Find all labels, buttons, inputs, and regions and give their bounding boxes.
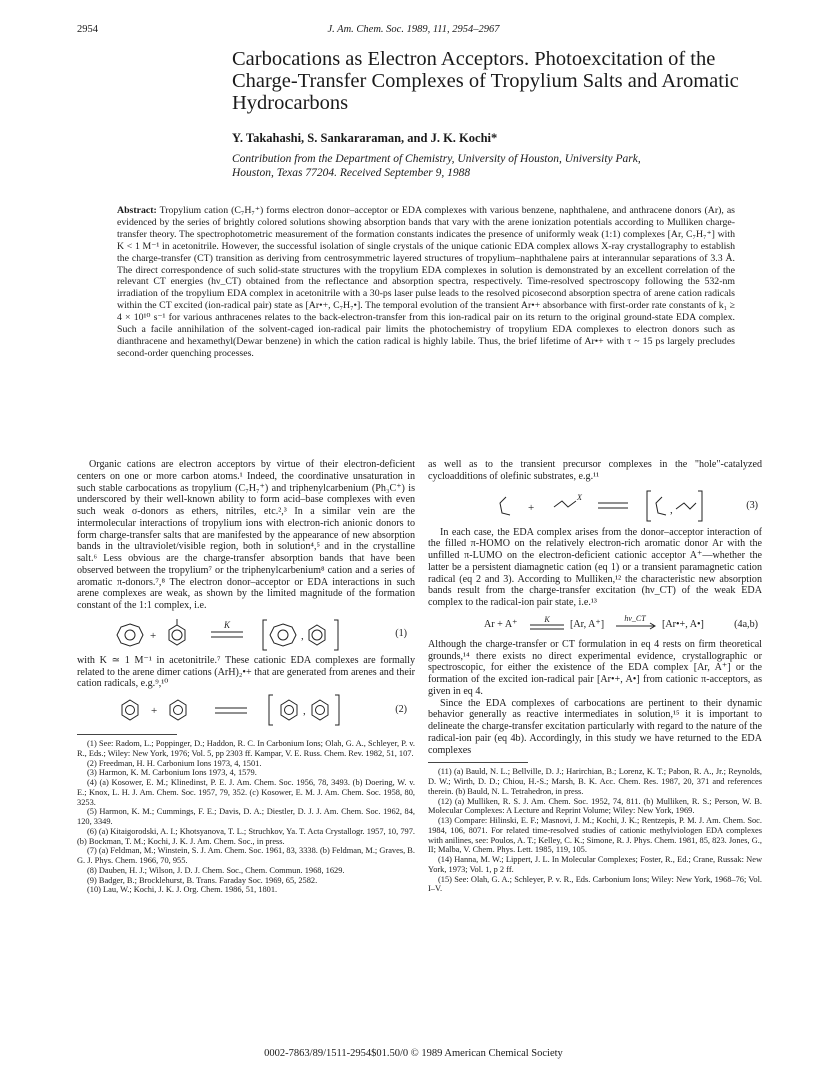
right-column — [428, 459, 762, 894]
eq2-plus: + — [151, 705, 158, 717]
eq4-k-label: K — [544, 614, 550, 624]
left-paragraph-1: Organic cations are electron acceptors by virtue of their electron-deficient centers on one or more carbon atoms.¹ Indeed, the coordinative unsaturation in such stable carbocations as tropylium (C₇H₇⁺) and triphenylcarbenium (Ph₃C⁺) is underscored by their well-known ability to form acid–base complexes with even such weak σ-donors as ethers, nitriles, etc.²,³ In a similar vein are the intermolecular interactions of tropylium ions with electron-rich anionic donors to form charge-transfer salts that are manifested by the appearance of new absorption bands in the ultraviolet/visible region, both in solution⁴,⁵ and in the crystalline salt.⁶ Less obvious are the charge-transfer absorption bands that have been observed between the tropylium⁷ or the triphenylcarbenium⁸ cation and a series of aromatic π-donors.⁷,⁸ The electron donor–acceptor or EDA interactions in such arene complexes are weak, as shown by the limited magnitude of the formation constant of the 1:1 complex, i.e. — [77, 459, 415, 611]
eq4-reactants: Ar + A⁺ — [484, 618, 518, 630]
equation-4-number: (4a,b) — [734, 618, 758, 630]
footnote-divider — [428, 762, 528, 763]
footnote: (1) See: Radom, L.; Poppinger, D.; Haddon, R. C. In Carbonium Ions; Olah, G. A., Schleyer, P. v. R., Eds.; Wiley: New York, 1976; Vol. 5, pp 2303 ff. Kampar, V. E. Russ. Chem. Rev. 1982, 51, 107. — [77, 739, 415, 758]
affiliation — [232, 152, 752, 180]
equation-3-structures — [428, 483, 762, 527]
eq1-bracket-right — [334, 620, 338, 650]
eq4-ion-pair: [Ar•+, A•] — [662, 618, 704, 630]
eq4-equilibrium-arrow — [528, 613, 568, 633]
footnote: (10) Lau, W.; Kochi, J. K. J. Org. Chem. 1986, 51, 1801. — [87, 885, 278, 895]
eq1-plus: + — [150, 629, 157, 642]
tropylium-ring — [117, 624, 143, 646]
copyright-footer: 0002-7863/89/1511-2954$01.50/0 © 1989 American Chemical Society — [264, 1048, 563, 1059]
diene-fragment — [500, 497, 510, 515]
right-footnotes — [428, 767, 762, 894]
footnote: (3) Harmon, K. M. Carbonium Ions 1973, 4, 1579. — [87, 768, 257, 778]
equation-2-structures — [77, 690, 415, 730]
footnote: (5) Harmon, K. M.; Cummings, F. E.; Davis, D. A.; Diestler, D. J. J. Am. Chem. Soc. 1962, 84, 120, 3349. — [77, 807, 415, 826]
page-number: 2954 — [77, 24, 98, 35]
article-authors: Y. Takahashi, S. Sankararaman, and J. K. Kochi* — [232, 131, 498, 145]
abstract-text: Tropylium cation (C₇H₇⁺) forms electron donor–acceptor or EDA complexes with various benzene, naphthalene, and anthracene donors (Ar), as evidenced by the series of brightly colored solutions showing absorption bands that vary with the arene ionization potentials according to Mulliken charge-transfer theory. The spectrophotometric measurement of the formation constants indicates the presence of uniformly weak (1:1) complexes [Ar, C₇H₇⁺] with K < 1 M⁻¹ in acetonitrile. However, the successful isolation of single crystals of the unique cationic EDA complex allows X-ray crystallography to establish the charge-transfer (CT) transition as deriving from centrosymmetric layered structures of tropylium–naphthalene pairs at interannular separations of 3.3 Å. The direct correspondence of such solid-state structures with the tropylium EDA complexes in solution is demonstrated by an excellent correlation of the relevant CT energies (hν_CT) obtained from the reflectance and absorption spectra, respectively. Time-resolved spectroscopy following the 532-nm irradiation of the tropylium EDA complex in acetonitrile with a 30-ps laser pulse leads to the resolved picosecond absorption spectra of arene cation radicals within the CT excited (ion-radical pair) state as [Ar•+, C₇H₇•]. The temporal evolution of the transient Ar•+ absorbance with first-order rate constants of k₁ ≥ 4 × 10¹⁰ s⁻¹ for various anthracenes relates to the back-electron-transfer from this ion-radical pair on its return to the original ground-state EDA complex. Such a facile annihilation of the solvent-caged ion-radical pair limits the photochemistry of tropylium EDA complexes to electron donors such as dianthracene and hexamethyl(Dewar benzene) in which the cation radical is highly labile. Thus, the brief lifetime of Ar•+ with τ ~ 15 ps largely precludes second-order quenching processes. — [117, 205, 735, 359]
eq1-k-label: K — [223, 619, 231, 630]
affiliation-line-2: Houston, Texas 77204. Received September 9, 1988 — [232, 167, 471, 179]
eq4-excitation-arrow — [614, 611, 660, 633]
right-paragraph-2: In each case, the EDA complex arises from the donor–acceptor interaction of the filled π-HOMO on the relatively electron-rich aromatic donor Ar with the unfilled π-LUMO on the electron-deficient cationic acceptor A⁺—whether the latter be a persistent diamagnetic cation (eq 1) or a transient paramagnetic cation radical (eq 2 and 3). According to Mulliken,¹² the characteristic new absorption bands result from the charge-transfer excitation (hν_CT) of the weak EDA complex to the radical-ion pair state, i.e.¹³ — [428, 526, 762, 608]
equation-1-structures — [77, 612, 415, 655]
eq1-bracket-left — [263, 620, 267, 650]
affiliation-line-1: Contribution from the Department of Chemistry, University of Houston, University Park, — [232, 153, 641, 165]
left-footnotes — [77, 739, 415, 895]
equation-3 — [428, 483, 762, 527]
abstract-label: Abstract: — [117, 205, 157, 216]
footnote: (12) (a) Mulliken, R. S. J. Am. Chem. Soc. 1952, 74, 811. (b) Mulliken, R. S.; Person, W. B. Molecular Complexes: A Lecture and Reprint Volume; Wiley: New York, 1969. — [428, 796, 762, 816]
eq4-complex: [Ar, A⁺] — [570, 618, 605, 630]
footnote: (14) Hanna, M. W.; Lippert, J. L. In Molecular Complexes; Foster, R., Ed.; Crane, Russak: New York, 1973; Vol. 1, p 2 ff. — [428, 855, 762, 874]
footnote: (9) Badger, B.; Brocklehurst, B. Trans. Faraday Soc. 1969, 65, 2582. — [87, 875, 318, 885]
benzene-circle — [172, 630, 182, 640]
equation-2-number: (2) — [395, 704, 407, 715]
footnote-divider — [77, 734, 177, 735]
right-paragraph-4: Since the EDA complexes of carbocations are pertinent to their dynamic behavior generally as reactive intermediates in solution,¹⁵ it is important to delineate the charge-transfer excitation particularly with regard to the nature of the radical-ion pair (eq 4b). Accordingly, in this study we have returned to the EDA complexes — [428, 697, 762, 756]
svg-text:,: , — [301, 629, 304, 642]
svg-text:,: , — [670, 503, 673, 516]
svg-text:+: + — [528, 501, 535, 514]
footnote: (4) (a) Kosower, E. M.; Klinedinst, P. E. J. Am. Chem. Soc. 1956, 78, 3493. (b) Doering, W. v. E.; Knox, L. H. J. Am. Chem. Soc. 1957, 79, 352. (c) Kosower, E. M. J. Am. Chem. Soc. 1958, 80, 3253. — [77, 778, 415, 807]
left-paragraph-2: with K ≃ 1 M⁻¹ in acetonitrile.⁷ These cationic EDA complexes are formally related to the arene dimer cations (ArH)₂•+ that are generated from arenes and their cation radicals, e.g.⁹,¹⁰ — [77, 654, 415, 690]
benzene-ring — [169, 625, 185, 645]
footnote: (13) Compare: Hilinski, E. F.; Masnovi, J. M.; Kochi, J. K.; Rentzepis, P. M. J. Am. Chem. Soc. 1984, 106, 8071. For related time-resolved studies of cationic methylviologen EDA complexes with anilines, see: Poulos, A. T.; Kelley, C. K.; Simone, R. J. Phys. Chem. 1981, 85, 823. Jones, G., II; Malba, V. Chem. Phys. Lett. 1985, 119, 105. — [428, 816, 762, 855]
article-title: Carbocations as Electron Acceptors. Photoexcitation of the Charge-Transfer Complexes of Tropylium Salts and Aromatic Hydrocarbons — [232, 48, 739, 114]
eq4-hv-label: hν_CT — [624, 613, 646, 623]
equation-1-number: (1) — [395, 627, 407, 639]
footnote: (6) (a) Kitaigorodski, A. I.; Khotsyanova, T. L.; Struchkov, Ya. T. Acta Crystallogr. 1957, 10, 797. (b) Bockman, T. M.; Kochi, J. K. J. Am. Chem. Soc., in press. — [77, 826, 415, 846]
equation-4 — [428, 609, 762, 639]
right-paragraph-3: Although the charge-transfer or CT formulation in eq 4 rests on firm theoretical grounds,¹⁴ there exists no direct experimental evidence, crystallographic or spectroscopic, for either the existence of the EDA complex [Ar, A⁺] or the formation of the excited ion-radical pair [Ar•+, A•] from cationic π-acceptors, as given in eq 4. — [428, 638, 762, 697]
journal-reference: J. Am. Chem. Soc. 1989, 111, 2954–2967 — [327, 24, 500, 35]
abstract — [117, 205, 735, 360]
tropylium-circle — [125, 630, 135, 640]
svg-text:X: X — [577, 492, 582, 502]
equation-1 — [77, 612, 415, 655]
right-paragraph-1: as well as to the transient precursor complexes in the "hole"-catalyzed cycloadditions of olefinic substrates, e.g.¹¹ — [428, 459, 762, 482]
footnote: (2) Freedman, H. H. Carbonium Ions 1973, 4, 1501. — [87, 758, 262, 768]
equation-2 — [77, 690, 415, 730]
footnote: (8) Dauben, H. J.; Wilson, J. D. J. Chem. Soc., Chem. Commun. 1968, 1629. — [87, 865, 345, 875]
left-column — [77, 459, 415, 895]
olefin-fragment — [554, 501, 576, 507]
footnote: (15) See: Olah, G. A.; Schleyer, P. v. R., Eds. Carbonium Ions; Wiley: New York, 1968–76; Vol. I–V. — [428, 874, 762, 894]
footnote: (11) (a) Bauld, N. L.; Bellville, D. J.; Harirchian, B.; Lorenz, K. T.; Pabon, R. A., Jr.; Reynolds, D. W.; Wirth, D. D.; Chiou, H.-S.; Marsh, B. K. Acc. Chem. Res. 1987, 20, 371 and references therein. (b) Bauld, N. L. Tetrahedron, in press. — [428, 767, 762, 796]
svg-text:,: , — [303, 705, 306, 717]
footnote: (7) (a) Feldman, M.; Winstein, S. J. Am. Chem. Soc. 1961, 83, 3338. (b) Feldman, M.; Graves, B. G. J. Phys. Chem. 1966, 70, 955. — [77, 846, 415, 865]
equation-3-number: (3) — [746, 499, 758, 511]
